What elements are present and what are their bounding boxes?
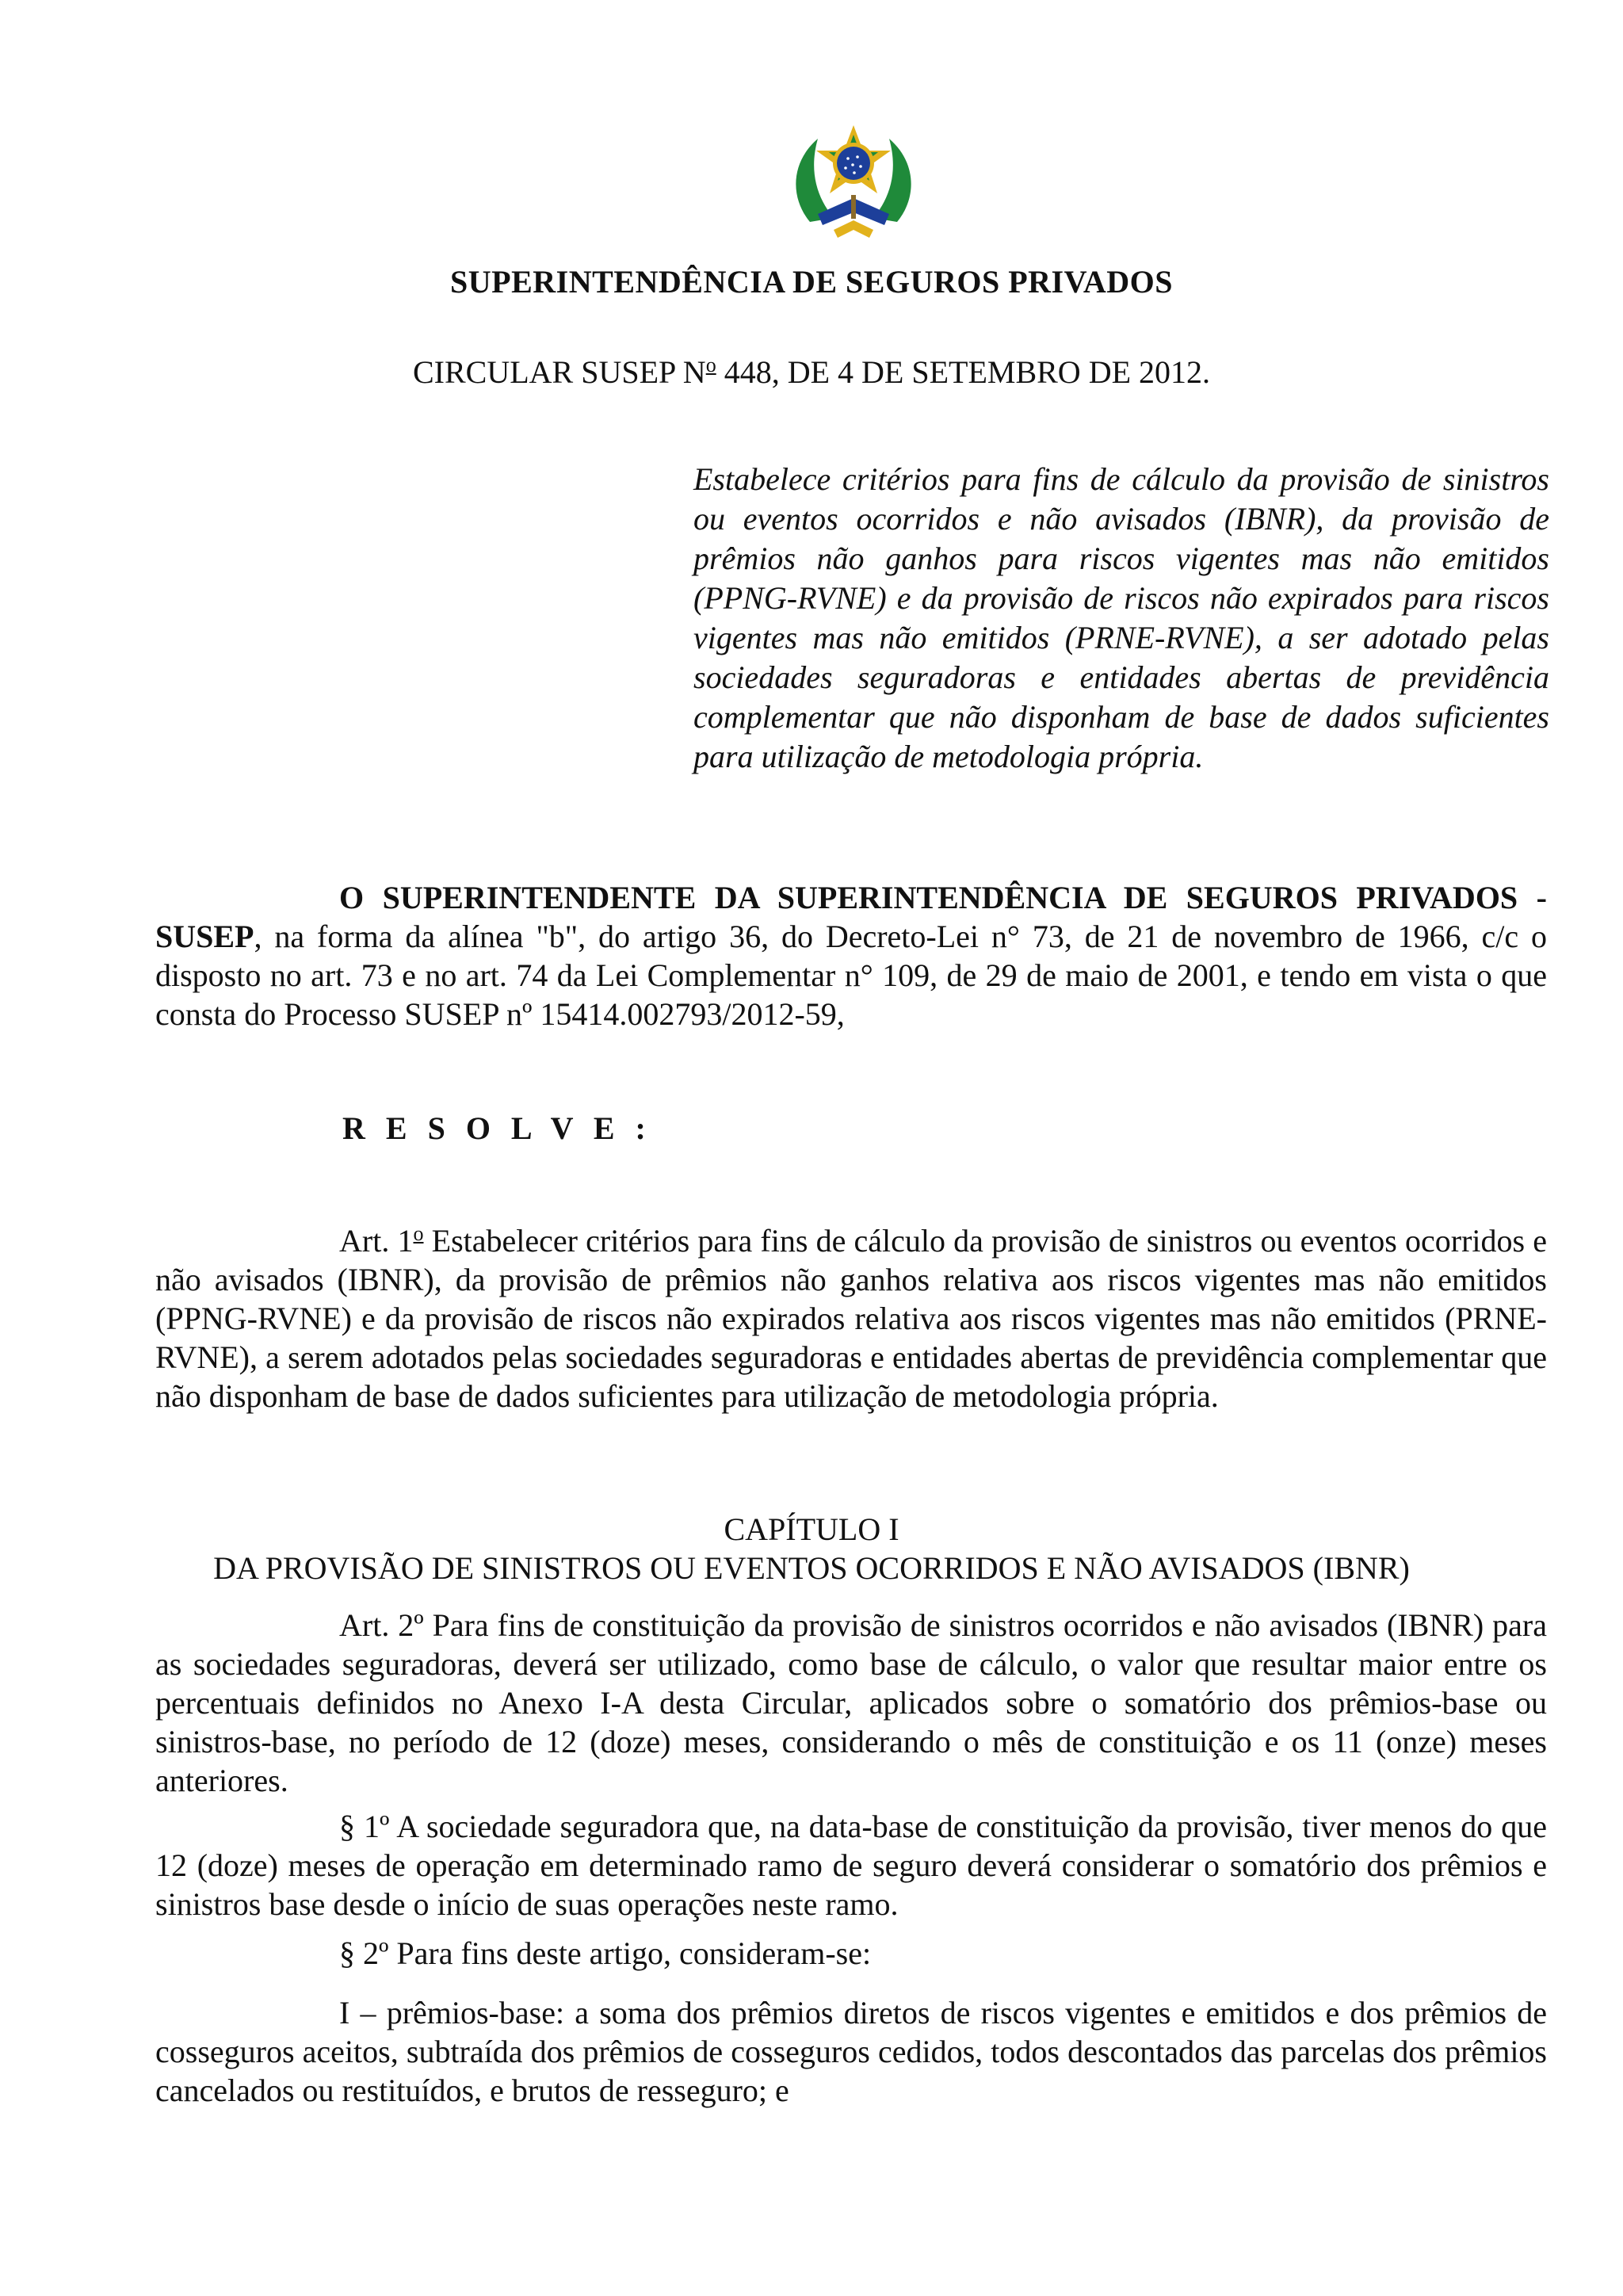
agency-heading: SUPERINTENDÊNCIA DE SEGUROS PRIVADOS: [450, 264, 1173, 300]
circular-number-superscript: o: [705, 353, 716, 376]
inciso-1: I – prêmios-base: a soma dos prêmios diretos de riscos vigentes e emitidos e dos prêmios de cosseguros aceitos, subtraída dos prêmios de cosseguros cedidos, todos descontados das parcelas dos prêmios cancelados ou restituídos, e brutos de resseguro; e: [155, 1995, 1547, 2108]
circular-title: [0, 353, 1623, 391]
article-1-text: Estabelecer critérios para fins de cálculo da provisão de sinistros ou eventos ocorridos e não avisados (IBNR), da provisão de prêmios não ganhos relativa aos riscos vigentes mas não emitidos (PPNG-RVNE) e da provisão de riscos não expirados relativa aos riscos vigentes mas não emitidos (PRNE-RVNE), a serem adotados pelas sociedades seguradoras e entidades abertas de previdência complementar que não disponham de base de dados suficientes para utilização de metodologia própria.: [155, 1223, 1547, 1414]
preamble-paragraph: [155, 878, 1547, 1033]
circular-prefix: CIRCULAR SUSEP N: [412, 354, 706, 390]
article-1: [155, 1214, 1547, 1415]
chapter-subtitle: DA PROVISÃO DE SINISTROS OU EVENTOS OCORRIDOS E NÃO AVISADOS (IBNR): [213, 1550, 1410, 1586]
paragraph-1: § 1º A sociedade seguradora que, na data-base de constituição da provisão, tiver menos do que 12 (doze) meses de operação em determinado ramo de seguro deverá considerar o somatório dos prêmios e sinistros base desde o início de suas operações neste ramo.: [155, 1809, 1547, 1922]
article-1-prefix: Art. 1: [339, 1223, 414, 1259]
coat-of-arms-seal: [786, 119, 921, 246]
paragraph-2: § 2º Para fins deste artigo, consideram-se:: [339, 1935, 872, 1971]
preamble-text: , na forma da alínea "b", do artigo 36, do Decreto-Lei n° 73, de 21 de novembro de 1966, c/c o disposto no art. 73 e no art. 74 da Lei Complementar n° 109, de 29 de maio de 2001, e tendo em vista o que consta do Processo SUSEP nº 15414.002793/2012-59,: [155, 919, 1547, 1032]
chapter-title: CAPÍTULO I: [724, 1511, 899, 1547]
article-1-superscript: o: [413, 1222, 424, 1245]
preamble-authority: O SUPERINTENDENTE DA SUPERINTENDÊNCIA DE SEGUROS PRIVADOS - SUSEP: [155, 880, 1547, 954]
resolve-heading: R E S O L V E :: [342, 1110, 652, 1146]
circular-suffix: 448, DE 4 DE SETEMBRO DE 2012.: [716, 354, 1211, 390]
article-2: Art. 2º Para fins de constituição da provisão de sinistros ocorridos e não avisados (IBNR) para as sociedades seguradoras, deverá ser utilizado, como base de cálculo, o valor que resultar maior entre os percentuais definidos no Anexo I-A desta Circular, aplicados sobre o somatório dos prêmios-base ou sinistros-base, no período de 12 (doze) meses, considerando o mês de constituição e os 11 (onze) meses anteriores.: [155, 1607, 1547, 1798]
ementa-summary: Estabelece critérios para fins de cálculo da provisão de sinistros ou eventos ocorridos e não avisados (IBNR), da provisão de prêmios não ganhos para riscos vigentes mas não emitidos (PPNG-RVNE) e da provisão de riscos não expirados para riscos vigentes mas não emitidos (PRNE-RVNE), a ser adotado pelas sociedades seguradoras e entidades abertas de previdência complementar que não disponham de base de dados suficientes para utilização de metodologia própria.: [693, 461, 1549, 774]
